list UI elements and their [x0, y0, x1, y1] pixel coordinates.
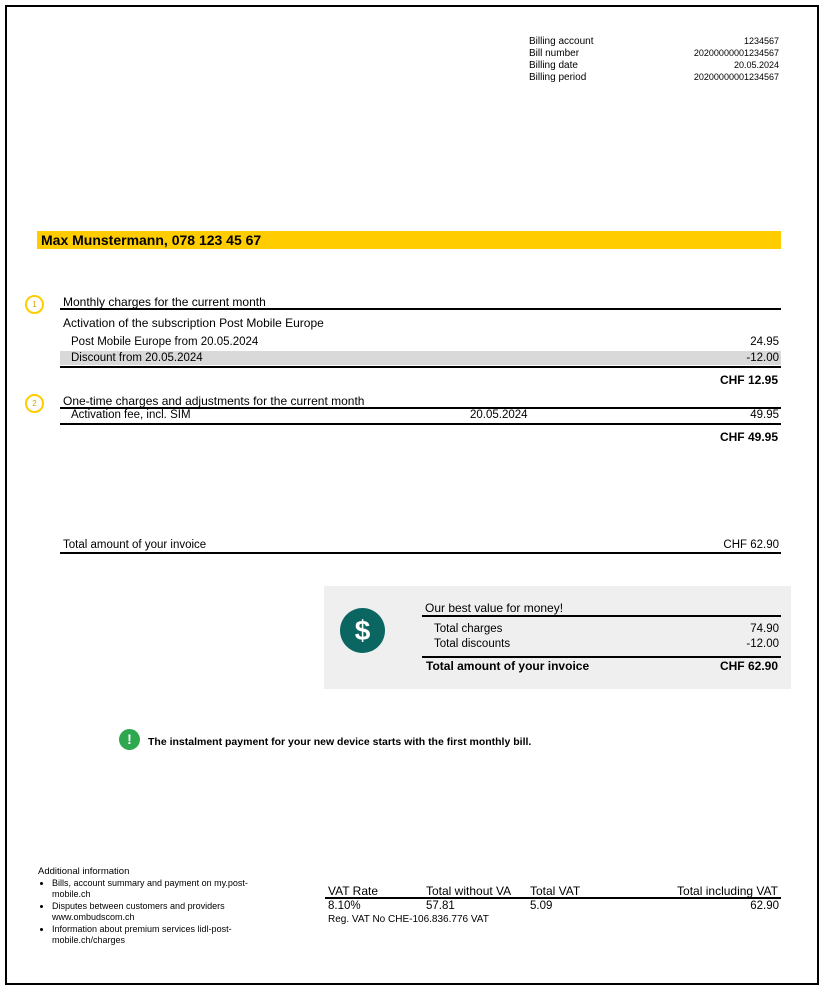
section-1-subtitle: Activation of the subscription Post Mobile Europe	[63, 316, 324, 330]
vat-rate-value: 8.10%	[328, 900, 361, 912]
section-1-discount-amount: -12.00	[746, 352, 779, 364]
billing-period-label: Billing period	[529, 72, 587, 83]
section-2-bottom-rule	[60, 423, 781, 425]
summary-total-amount: CHF 62.90	[719, 659, 778, 673]
additional-info-list	[39, 878, 282, 947]
section-1-number: 1	[25, 295, 44, 314]
billing-date-value: 20.05.2024	[733, 60, 779, 70]
exclamation-icon: !	[119, 729, 140, 750]
bill-number-value: 20200000001234567	[693, 48, 779, 58]
summary-total-rule	[422, 656, 781, 658]
section-1-item-amount: 24.95	[750, 336, 779, 348]
section-2-item-date: 20.05.2024	[470, 409, 528, 421]
vat-registration: Reg. VAT No CHE-106.836.776 VAT	[328, 914, 489, 925]
vat-header-including: Total including VAT	[677, 884, 778, 898]
additional-info-item: • Information about premium services lidl-post-mobile.ch/charges	[52, 924, 282, 946]
section-1-item-label: Post Mobile Europe from 20.05.2024	[71, 336, 259, 348]
summary-title: Our best value for money!	[425, 601, 564, 615]
vat-without-value: 57.81	[426, 900, 455, 912]
vat-header-rate: VAT Rate	[328, 884, 379, 898]
additional-info-title: Additional information	[38, 866, 130, 877]
vat-including-value: 62.90	[750, 900, 779, 912]
invoice-total-label: Total amount of your invoice	[63, 539, 207, 551]
billing-account-label: Billing account	[529, 36, 594, 47]
additional-info-item: • Disputes between customers and providers www.ombudscom.ch	[52, 901, 282, 923]
section-1-bottom-rule	[60, 366, 781, 368]
summary-total-label: Total amount of your invoice	[426, 659, 590, 673]
additional-info-item: • Bills, account summary and payment on my.post-mobile.ch	[52, 878, 282, 900]
summary-charges-label: Total charges	[434, 623, 503, 635]
section-2-title: One-time charges and adjustments for the current month	[63, 394, 365, 408]
summary-discounts-amount: -12.00	[746, 638, 779, 650]
section-2-number: 2	[25, 394, 44, 413]
vat-header-rule	[325, 897, 781, 899]
billing-period-value: 20200000001234567	[693, 72, 779, 82]
invoice-total-rule	[60, 552, 781, 554]
summary-discounts-label: Total discounts	[434, 638, 511, 650]
section-1-discount-label: Discount from 20.05.2024	[71, 352, 203, 364]
vat-total-value: 5.09	[530, 900, 553, 912]
page-frame	[5, 5, 819, 985]
billing-account-value: 1234567	[743, 36, 779, 46]
section-1-total: CHF 12.95	[719, 373, 778, 387]
bill-number-label: Bill number	[529, 48, 580, 59]
vat-header-total-vat: Total VAT	[530, 884, 581, 898]
customer-name-bar	[37, 231, 781, 249]
customer-name: Max Munstermann, 078 123 45 67	[41, 232, 262, 248]
section-1-title: Monthly charges for the current month	[63, 295, 266, 309]
dollar-icon: $	[340, 608, 385, 653]
vat-header-without: Total without VA	[426, 884, 512, 898]
invoice-total-amount: CHF 62.90	[723, 539, 779, 551]
billing-date-label: Billing date	[529, 60, 578, 71]
section-2-item-amount: 49.95	[750, 409, 779, 421]
summary-title-rule	[422, 615, 781, 617]
notice-text: The instalment payment for your new device starts with the first monthly bill.	[148, 736, 532, 748]
section-2-total: CHF 49.95	[719, 430, 778, 444]
section-2-item-label: Activation fee, incl. SIM	[71, 409, 191, 421]
section-1-title-rule	[60, 308, 781, 310]
summary-charges-amount: 74.90	[750, 623, 779, 635]
